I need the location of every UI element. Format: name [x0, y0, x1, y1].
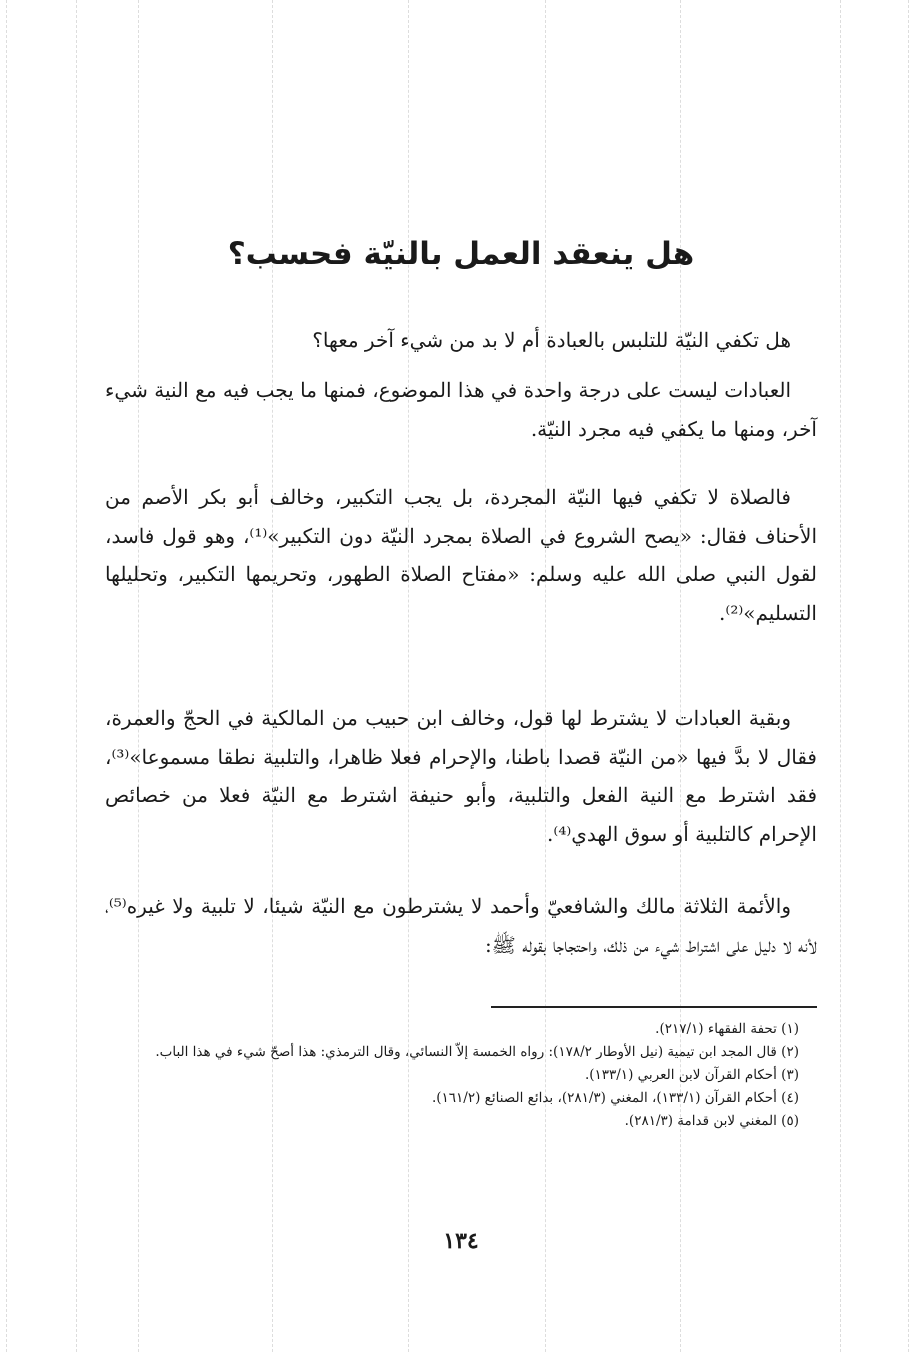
paragraph-hajj: وبقية العبادات لا يشترط لها قول، وخالف ابن حبيب من المالكية في الحجّ والعمرة، فقال لا بدَّ فيها «من النيّة قصدا باطنا، والإحرام فعلا ظاهرا، والتلبية نطقا مسموعا»⁽³⁾، فقد اشترط مع النية الفعل والتلبية، وأبو حنيفة اشترط مع النيّة فعلا من خصائص الإحرام كالتلبية أو سوق الهدي⁽⁴⁾. — [105, 706, 817, 846]
scan-guide-line — [76, 0, 77, 1352]
scan-guide-line — [840, 0, 841, 1352]
footnote-separator — [491, 1006, 817, 1008]
footnote-item: (٣) أحكام القرآن لابن العربي (١٣٣/١). — [584, 1067, 799, 1083]
footnotes-list — [105, 1018, 817, 1133]
footnote-item: (٤) أحكام القرآن (١٣٣/١)، المغني (٢٨١/٣)، بدائع الصنائع (١٦١/٢). — [431, 1090, 799, 1106]
page-number: ١٣٤ — [443, 1228, 479, 1254]
paragraph-prayer: فالصلاة لا تكفي فيها النيّة المجردة، بل يجب التكبير، وخالف أبو بكر الأصم من الأحناف فقال: «يصح الشروع في الصلاة بمجرد النيّة دون التكبير»⁽¹⁾، وهو قول فاسد، لقول النبي صلى الله عليه وسلم: «مفتاح الصلاة الطهور، وتحريمها التكبير، وتحليلها التسليم»⁽²⁾. — [105, 485, 818, 625]
chapter-title: هل ينعقد العمل بالنيّة فحسب؟ — [227, 236, 695, 272]
footnote-item: (٥) المغني لابن قدامة (٢٨١/٣). — [624, 1113, 799, 1129]
footnote-item: (٢) قال المجد ابن تيمية (نيل الأوطار ١٧٨/٢): رواه الخمسة إلاّ النسائي، وقال الترمذي: هذا أصحّ شيء في هذا الباب. — [155, 1044, 799, 1060]
paragraph-imams: والأئمة الثلاثة مالك والشافعيّ وأحمد لا يشترطون مع النيّة شيئا، لا تلبية ولا غيره⁽⁵⁾، لأنه لا دليل على اشتراط شيء من ذلك، واحتجاجا بقوله ﷺ: — [105, 894, 817, 957]
scan-guide-line — [908, 0, 909, 1352]
paragraph-worship-degrees: العبادات ليست على درجة واحدة في هذا الموضوع، فمنها ما يجب فيه مع النية شيء آخر، ومنها ما يكفي فيه مجرد النيّة. — [105, 378, 817, 441]
scan-guide-line — [6, 0, 7, 1352]
footnote-item: (١) تحفة الفقهاء (٢١٧/١). — [655, 1021, 799, 1037]
book-page — [105, 0, 817, 1352]
paragraph-question: هل تكفي النيّة للتلبس بالعبادة أم لا بد من شيء آخر معها؟ — [312, 328, 791, 352]
